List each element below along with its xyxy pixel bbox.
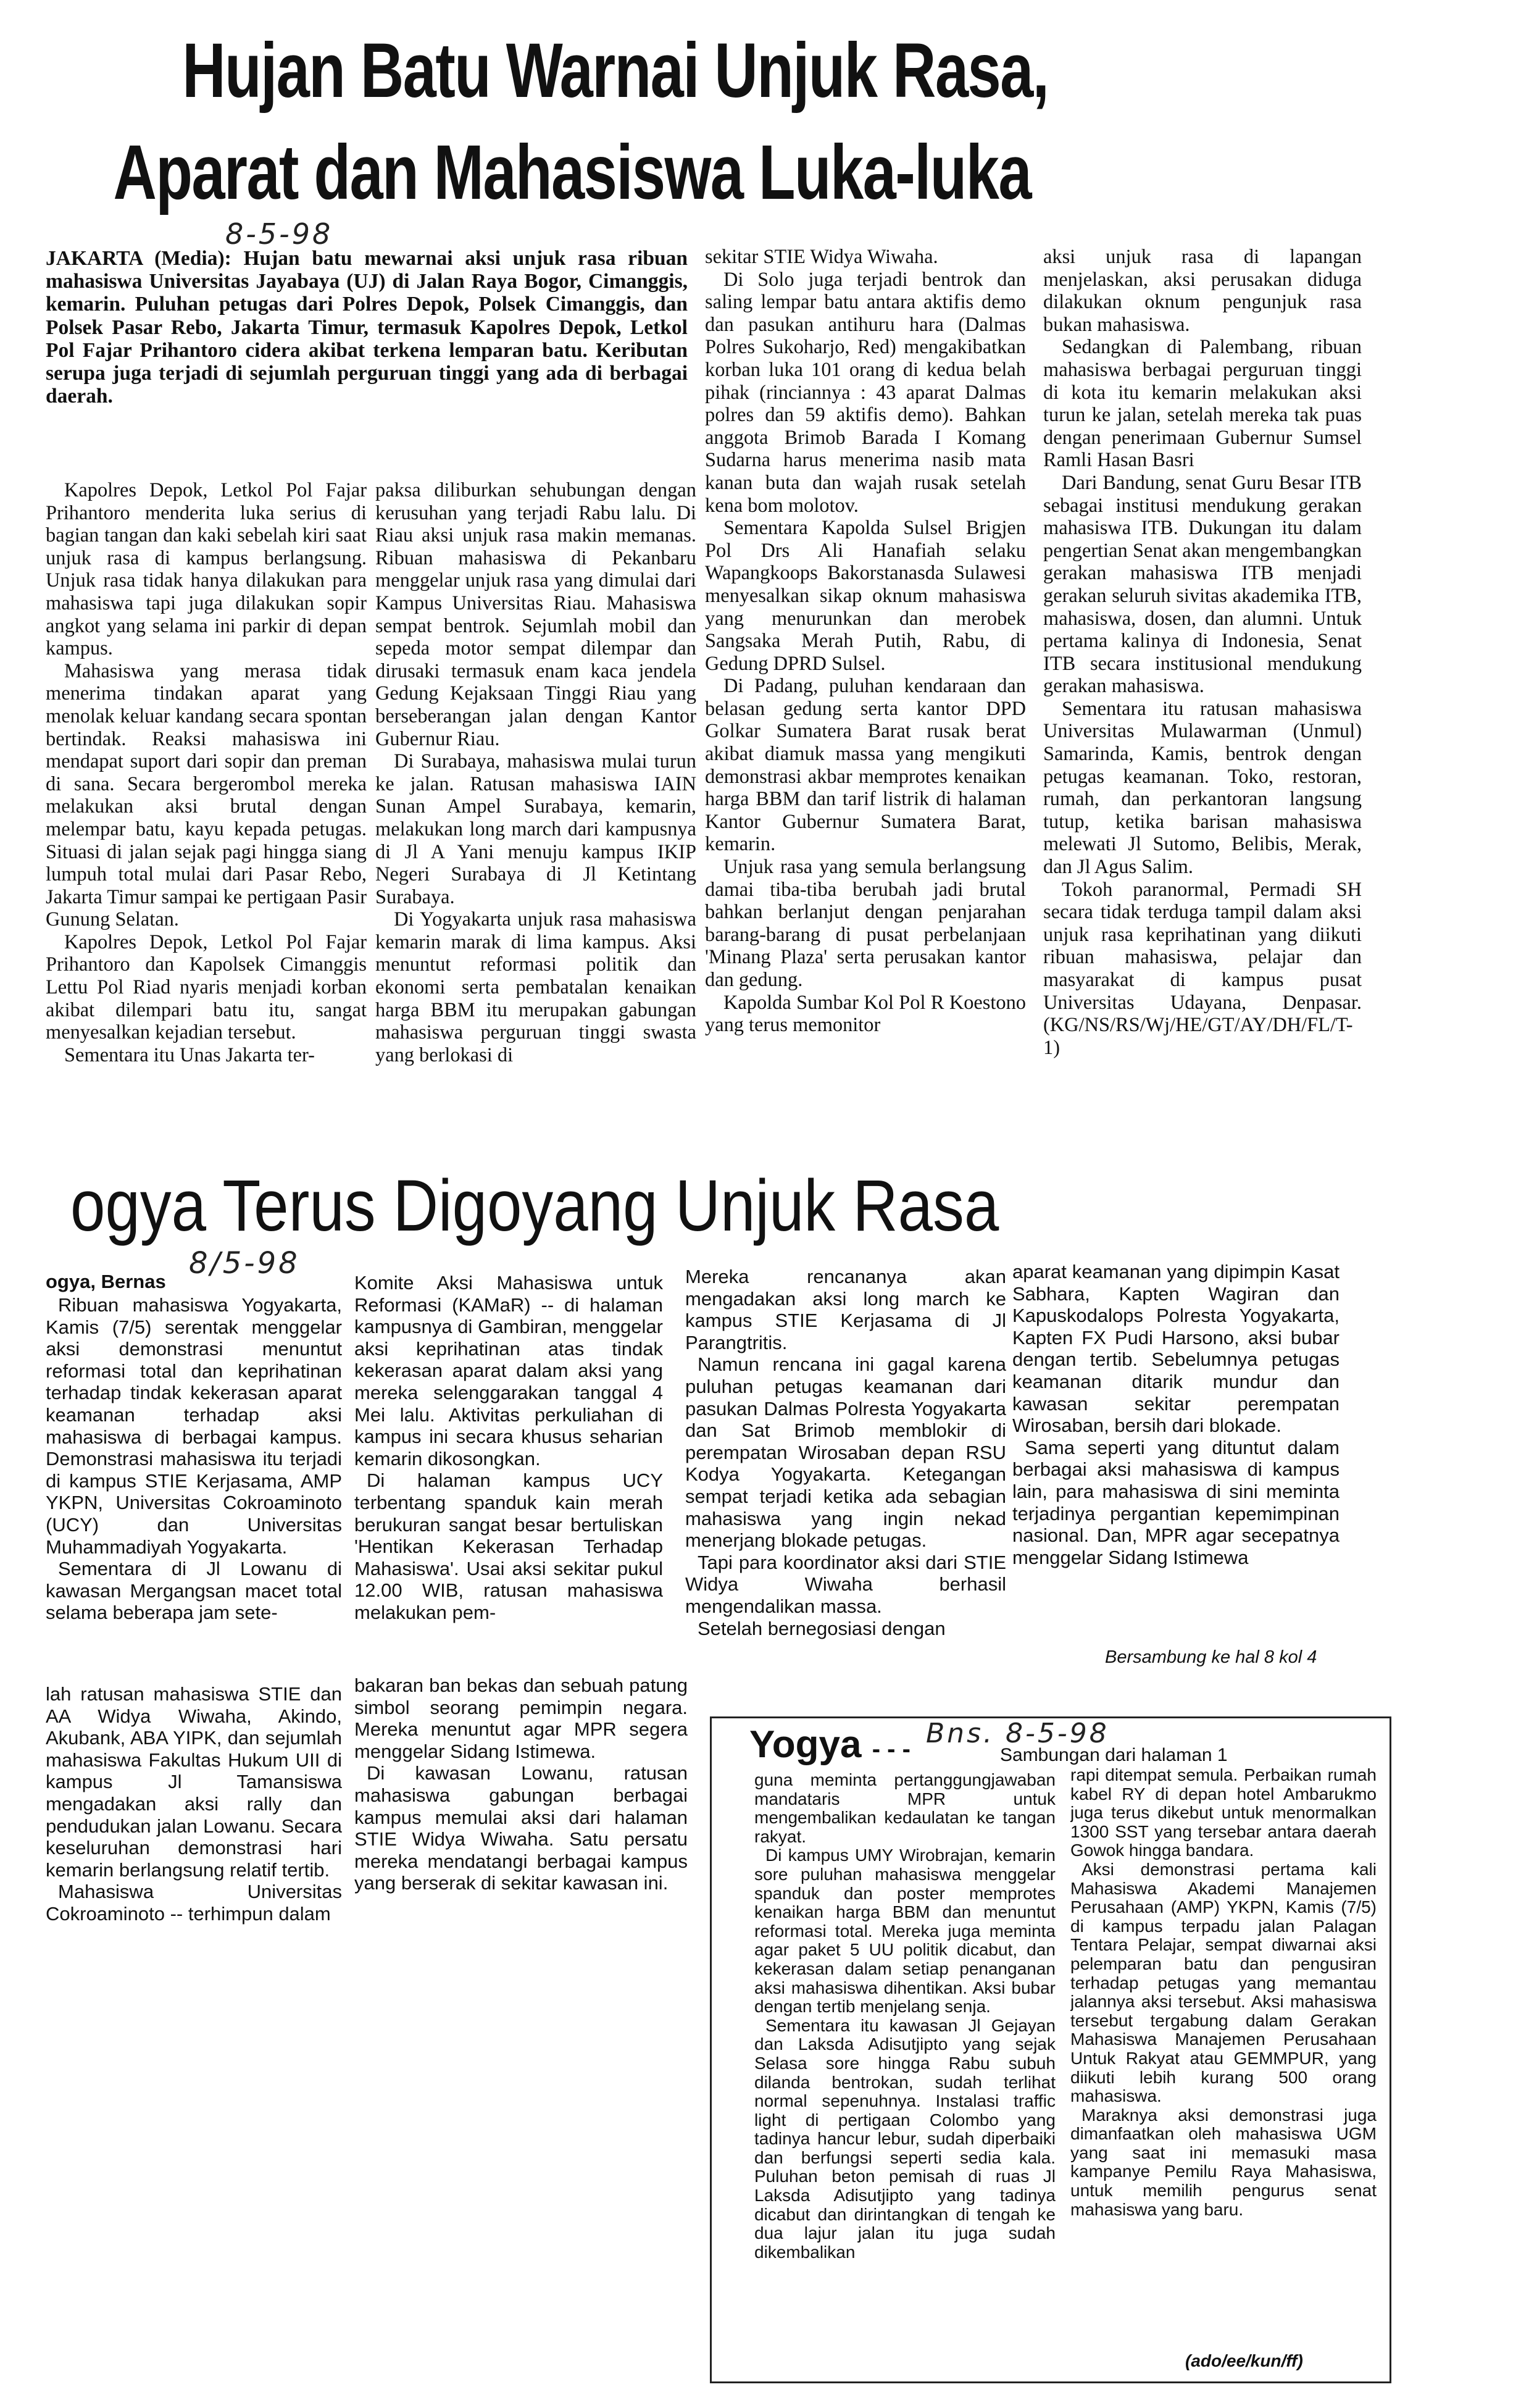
- article3-handwritten-note: Bns. 8-5-98: [926, 1718, 1109, 1749]
- article3-signature: (ado/ee/kun/ff): [1185, 2351, 1303, 2370]
- article3-column-2: [1070, 1766, 1377, 2351]
- paragraph: Dari Bandung, senat Guru Besar ITB sebagai institusi mendukung gerakan mahasiswa ITB. Dukungan itu dalam pengertian Senat akan mengembangkan gerakan mahasiswa ITB menjadi gerakan seluruh sivitas akademika ITB, mahasiswa, dosen, dan alumni. Untuk pertama kalinya di Indonesia, Senat ITB secara institusional mendukung gerakan mahasiswa.: [1043, 471, 1362, 698]
- paragraph: Kapolres Depok, Letkol Pol Fajar Prihantoro dan Kapolsek Cimanggis Lettu Pol Riad nyaris menjadi korban akibat dilempari batu itu, sangat menyesalkan kejadian tersebut.: [46, 930, 367, 1044]
- paragraph: Di kampus UMY Wirobrajan, kemarin sore puluhan mahasiswa menggelar spanduk dan poster memprotes kenaikan harga BBM dan menuntut reformasi total. Mereka juga meminta agar paket 5 UU politik dicabut, dan kekerasan dalam setiap penanganan aksi mahasiswa dihentikan. Aksi bubar dengan tertib menjelang senja.: [754, 1846, 1056, 2017]
- paragraph: Kapolres Depok, Letkol Pol Fajar Prihantoro menderita luka serius di bagian tangan dan kaki sebelah kiri saat unjuk rasa di kampus berlangsung. Unjuk rasa tidak hanya dilakukan para mahasiswa tapi juga dilakukan sopir angkot yang selama ini parkir di depan kampus.: [46, 479, 367, 660]
- paragraph: Sementara Kapolda Sulsel Brigjen Pol Drs Ali Hanafiah selaku Wapangkoops Bakorstanasda Sulawesi menyesalkan sikap oknum mahasiswa yang menurunkan dan merobek Sangsaka Merah Putih, Rabu, di Gedung DPRD Sulsel.: [705, 517, 1026, 675]
- paragraph: Tapi para koordinator aksi dari STIE Widya Wiwaha berhasil mengendalikan massa.: [685, 1551, 1006, 1617]
- paragraph: lah ratusan mahasiswa STIE dan AA Widya Wiwaha, Akindo, Akubank, ABA YIPK, dan sejumlah mahasiswa Fakultas Hukum UII di kampus Jl Tamansiswa mengadakan aksi rally dan pendudukan jalan Lowanu. Secara keseluruhan demonstrasi hari kemarin berlangsung relatif tertib.: [46, 1683, 342, 1881]
- paragraph: Mahasiswa Universitas Cokroaminoto -- terhimpun dalam: [46, 1881, 342, 1925]
- article1-column-2: [375, 479, 696, 1152]
- paragraph: Setelah bernegosiasi dengan: [698, 1617, 946, 1639]
- paragraph: paksa diliburkan sehubungan dengan kerusuhan yang terjadi Rabu lalu. Di Riau aksi unjuk rasa makin memanas. Ribuan mahasiswa di Pekanbaru menggelar unjuk rasa yang dimulai dari Kampus Universitas Riau. Mahasiswa sempat bentrok. Sejumlah mobil dan sepeda motor sempat dilempar dan dirusaki termasuk enam kaca jendela Gedung Kejaksaan Tinggi Riau yang berseberangan jalan dengan Kantor Gubernur Riau.: [375, 479, 696, 750]
- paragraph: Mahasiswa yang merasa tidak menerima tindakan aparat yang menolak keluar kandang secara spontan bertindak. Reaksi mahasiswa ini mendapat suport dari sopir dan preman di sana. Secara bergerombol mereka melakukan aksi brutal dengan melempar batu, kayu kepada petugas. Situasi di jalan sejak pagi hingga siang lumpuh total mulai dari Pasar Rebo, Jakarta Timur sampai ke pertigaan Pasir Gunung Selatan.: [46, 659, 367, 931]
- paragraph: bakaran ban bekas dan sebuah patung simbol seorang pemimpin negara. Mereka menuntut agar MPR segera menggelar Sidang Istimewa.: [354, 1674, 688, 1762]
- paragraph: Komite Aksi Mahasiswa untuk Reformasi (KAMaR) -- di halaman kampusnya di Gambiran, menggelar aksi keprihatinan atas tindak kekerasan aparat dalam aksi yang mereka selenggarakan tanggal 4 Mei lalu. Aktivitas perkuliahan di kampus ini secara khusus seharian kemarin dikosongkan.: [354, 1272, 663, 1469]
- article1-column-3: [705, 246, 1026, 1152]
- article1-lead: JAKARTA (Media): Hujan batu mewarnai aksi unjuk rasa ribuan mahasiswa Universitas Jayabaya (UJ) di Jalan Raya Bogor, Cimanggis, kemarin. Puluhan petugas dari Polres Depok, Polsek Cimanggis, dan Polsek Pasar Rebo, Jakarta Timur, termasuk Kapolres Depok, Letkol Pol Fajar Prihantoro cidera akibat terkena lemparan batu. Keributan serupa juga terjadi di sejumlah perguruan tinggi yang ada di berbagai daerah.: [46, 247, 688, 408]
- article1-handwritten-date: 8-5-98: [225, 217, 333, 251]
- paragraph: Sementara itu Unas Jakarta ter-: [64, 1043, 315, 1066]
- paragraph: Di Padang, puluhan kendaraan dan belasan gedung serta kantor DPD Golkar Sumatera Barat rusak berat akibat diamuk massa yang mengikuti demonstrasi akbar memprotes kenaikan harga BBM dan tarif listrik di halaman Kantor Gubernur Sumatera Barat, kemarin.: [705, 675, 1026, 856]
- paragraph: Mereka rencananya akan mengadakan aksi long march ke kampus STIE Kerjasama di Jl Parangtritis.: [685, 1266, 1006, 1353]
- paragraph: Di halaman kampus UCY terbentang spanduk kain merah berukuran sangat besar bertuliskan 'Hentikan Kekerasan Terhadap Mahasiswa'. Usai aksi sekitar pukul 12.00 WIB, ratusan mahasiswa melakukan pem-: [354, 1469, 663, 1623]
- article2-column-4: [1012, 1261, 1340, 1629]
- article1-column-1: [46, 479, 367, 1152]
- article3-title: [749, 1723, 911, 1766]
- paragraph: Ribuan mahasiswa Yogyakarta, Kamis (7/5) serentak menggelar aksi demonstrasi menuntut reformasi total dan keprihatinan terhadap tindak kekerasan aparat keamanan terhadap aksi mahasiswa di berbagai kampus. Demonstrasi mahasiswa itu terjadi di kampus STIE Kerjasama, AMP YKPN, Universitas Cokroaminoto (UCY) dan Universitas Muhammadiyah Yogyakarta.: [46, 1294, 342, 1558]
- article3-sambungan: Sambungan dari halaman 1: [1000, 1745, 1228, 1765]
- paragraph: sekitar STIE Widya Wiwaha.: [705, 246, 938, 268]
- paragraph: Sementara di Jl Lowanu di kawasan Mergangsan macet total selama beberapa jam sete-: [46, 1558, 342, 1624]
- paragraph: Maraknya aksi demonstrasi juga dimanfaatkan oleh mahasiswa UGM yang saat ini memasuki masa kampanye Pemilu Raya Mahasiswa, untuk memilih pengurus senat mahasiswa yang baru.: [1070, 2105, 1377, 2219]
- article1-column-4: [1043, 246, 1362, 1152]
- paragraph: Tokoh paranormal, Permadi SH secara tidak terduga tampil dalam aksi unjuk rasa keprihatinan yang diikuti ribuan mahasiswa, pelajar dan masyarakat di kampus pusat Universitas Udayana, Denpasar. (KG/NS/RS/Wj/HE/GT/AY/DH/FL/T-1): [1043, 878, 1362, 1059]
- paragraph: aparat keamanan yang dipimpin Kasat Sabhara, Kapten Wagiran dan Kapuskodalops Polresta Yogyakarta, Kapten FX Pudi Harsono, aksi bubar dengan tertib. Sebelumnya petugas keamanan ditarik mundur dan kawasan sekitar perempatan Wirosaban, bersih dari blokade.: [1012, 1261, 1340, 1437]
- article3-title-suffix: - - -: [872, 1736, 911, 1763]
- paragraph: Sedangkan di Palembang, ribuan mahasiswa berbagai perguruan tinggi di kota itu kemarin melakukan aksi turun ke jalan, setelah mereka tak puas dengan penerimaan Gubernur Sumsel Ramli Hasan Basri: [1043, 336, 1362, 472]
- article3-column-1: [754, 1771, 1056, 2351]
- article1-headline-line2: Aparat dan Mahasiswa Luka-luka: [113, 130, 1031, 215]
- paragraph: Sementara itu ratusan mahasiswa Universitas Mulawarman (Unmul) Samarinda, Kamis, bentrok dengan petugas keamanan. Toko, restoran, rumah, dan perkantoran langsung tutup, ketika barisan mahasiswa melewati Jl Sutomo, Belibis, Merak, dan Jl Agus Salim.: [1043, 697, 1362, 879]
- article2-column-2: [354, 1272, 663, 1640]
- article3-title-text: Yogya: [749, 1723, 862, 1766]
- paragraph: Unjuk rasa yang semula berlangsung damai tiba-tiba berubah jadi brutal bahkan berlanjut dengan penjarahan barang-barang di pusat perbelanjaan 'Minang Plaza' serta perusakan kantor dan gedung.: [705, 856, 1026, 991]
- paragraph: Sementara itu kawasan Jl Gejayan dan Laksda Adisutjipto yang sejak Selasa sore hingga Rabu subuh dilanda bentrokan, sudah terlihat normal sepenuhnya. Instalasi traffic light di pertigaan Colombo yang tadinya hancur lebur, sudah diperbaiki dan berfungsi seperti sedia kala. Puluhan beton pemisah di ruas Jl Laksda Adisutjipto yang tadinya dicabut dan dirintangkan di tengah ke dua lajur jalan itu juga sudah dikembalikan: [754, 2015, 1056, 2262]
- paragraph: Di Solo juga terjadi bentrok dan saling lempar batu antara aktifis demo dan pasukan antihuru hara (Dalmas Polres Sukoharjo, Red) mengakibatkan korban luka 101 orang di kedua belah pihak (rinciannya : 43 aparat Dalmas polres dan 59 aktifis demo). Bahkan anggota Brimob Barada I Komang Sudarna harus menerima nasib mata kanan buta dan wajah rusak setelah kena bom molotov.: [705, 268, 1026, 517]
- article2-column-5: [46, 1683, 342, 1930]
- paragraph: Kapolda Sumbar Kol Pol R Koestono yang terus memonitor: [705, 991, 1026, 1037]
- paragraph: rapi ditempat semula. Perbaikan rumah kabel RY di depan hotel Ambarukmo juga terus dikebut untuk menormalkan 1300 SST yang tersebar antara daerah Gowok hingga bandara.: [1070, 1766, 1377, 1860]
- paragraph: Di kawasan Lowanu, ratusan mahasiswa gabungan berbagai kampus memulai aksi dari halaman STIE Widya Wiwaha. Satu persatu mereka mendatangi berbagai kampus yang berserak di sekitar kawasan ini.: [354, 1762, 688, 1894]
- paragraph: Di Yogyakarta unjuk rasa mahasiswa kemarin marak di lima kampus. Aksi menuntut reformasi politik dan ekonomi serta pembatalan kenaikan harga BBM itu merupakan gabungan mahasiswa perguruan tinggi swasta yang berlokasi di: [375, 908, 696, 1066]
- article2-dateline: ogya, Bernas: [46, 1271, 166, 1292]
- paragraph: Di Surabaya, mahasiswa mulai turun ke jalan. Ratusan mahasiswa IAIN Sunan Ampel Surabaya, kemarin, melakukan long march dari kampusnya di Jl A Yani menuju kampus IKIP Negeri Surabaya di Jl Ketintang Surabaya.: [375, 750, 696, 908]
- article2-handwritten-date: 8/5-98: [189, 1246, 300, 1281]
- article2-column-3: [685, 1266, 1006, 1658]
- paragraph: Aksi demonstrasi pertama kali Mahasiswa Akademi Manajemen Perusahaan (AMP) YKPN, Kamis (7/5) di kampus terpadu jalan Palagan Tentara Pelajar, sempat diwarnai aksi pelemparan batu dan pengusiran terhadap petugas yang memantau jalannya aksi tersebut. Aksi mahasiswa tersebut tergabung dalam Gerakan Mahasiswa Manajemen Perusahaan Untuk Rakyat atau GEMMPUR, yang diikuti lebih kurang 500 orang mahasiswa.: [1070, 1859, 1377, 2106]
- article2-continued-note: Bersambung ke hal 8 kol 4: [1105, 1647, 1317, 1667]
- paragraph: guna meminta pertanggungjawaban mandataris MPR untuk mengembalikan kedaulatan ke tangan rakyat.: [754, 1771, 1056, 1846]
- paragraph: Sama seperti yang dituntut dalam berbagai aksi mahasiswa di kampus lain, para mahasiswa di sini meminta terjadinya pergantian kepemimpinan nasional. Dan, MPR agar secepatnya menggelar Sidang Istimewa: [1012, 1436, 1340, 1568]
- paragraph: Namun rencana ini gagal karena puluhan petugas keamanan dari pasukan Dalmas Polresta Yogyakarta dan Sat Brimob memblokir di perempatan Wirosaban depan RSU Kodya Yogyakarta. Ketegangan sempat terjadi ketika ada sebagian mahasiswa yang ingin nekad menerjang blokade petugas.: [685, 1353, 1006, 1552]
- article2-column-6: [354, 1674, 688, 1934]
- article2-column-1: [46, 1294, 342, 1628]
- paragraph: aksi unjuk rasa di lapangan menjelaskan, aksi perusakan diduga dilakukan oknum pengunjuk rasa bukan mahasiswa.: [1043, 246, 1362, 336]
- article2-headline: ogya Terus Digoyang Unjuk Rasa: [70, 1165, 999, 1247]
- article1-headline-line1: Hujan Batu Warnai Unjuk Rasa,: [182, 28, 1049, 114]
